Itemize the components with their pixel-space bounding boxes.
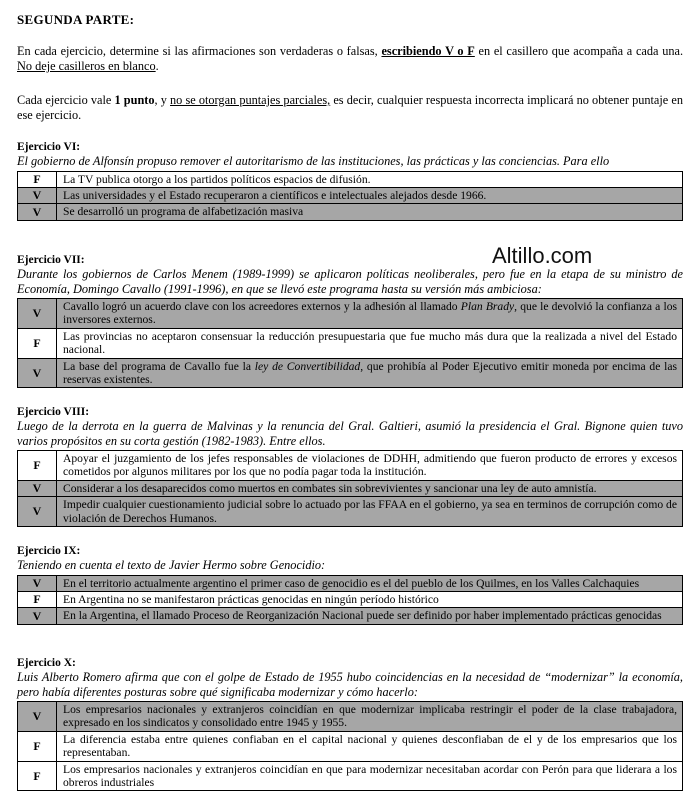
answer-box[interactable]: V <box>18 480 57 496</box>
exercise-title: Ejercicio VII: <box>17 254 85 266</box>
exercise-ix <box>17 544 683 625</box>
answer-box[interactable]: V <box>18 575 57 591</box>
answer-box[interactable]: V <box>18 358 57 388</box>
table-row <box>18 204 683 220</box>
statement-text: Los empresarios nacionales y extranjeros coincidían en que para modernizar necesitaban acordar con Perón para que liderara a los obreros industriales <box>57 761 683 791</box>
answer-box[interactable]: V <box>18 497 57 527</box>
statement-text <box>57 299 683 329</box>
section-title: SEGUNDA PARTE: <box>17 12 135 27</box>
instructions-text: , y <box>154 93 167 107</box>
instructions-text: es decir, cualquier respuesta incorrecta implicará no obtener puntaje en ese ejercicio. <box>17 93 684 122</box>
answer-box[interactable]: F <box>18 731 57 761</box>
answer-box[interactable]: F <box>18 591 57 607</box>
answer-box[interactable]: F <box>18 171 57 187</box>
statement-text: Se desarrolló un programa de alfabetización masiva <box>57 204 683 220</box>
table-row <box>18 328 683 358</box>
statement-text-part: , que prohibía al Poder Ejecutivo emitir moneda por encima de las reservas existentes. <box>63 359 677 387</box>
instructions-underline: no se otorgan puntajes parciales, <box>170 93 331 107</box>
exercise-title: Ejercicio X: <box>17 657 76 669</box>
statement-text: En la Argentina, el llamado Proceso de Reorganización Nacional puede ser definido por haber implementado prácticas genocidas <box>57 608 683 624</box>
instructions-bold: 1 punto <box>114 93 155 107</box>
instructions-paragraph-2 <box>17 93 683 123</box>
statement-text-italic: Plan Brady <box>460 300 515 313</box>
exercise-title: Ejercicio IX: <box>17 545 81 557</box>
answer-box[interactable]: V <box>18 187 57 203</box>
exercise-intro: Luego de la derrota en la guerra de Malvinas y la renuncia del Gral. Galtieri, asumió la presidencia el Gral. Bignone quien tuvo varios propósitos en su corta gestión (1982-1983). Entre ellos. <box>17 419 683 448</box>
answer-table <box>17 701 683 791</box>
table-row <box>18 575 683 591</box>
statement-text-italic: ley de Convertibilidad <box>254 359 361 373</box>
answer-table <box>17 298 683 388</box>
table-row <box>18 591 683 607</box>
statement-text: Los empresarios nacionales y extranjeros coincidían en que modernizar implicaba restringir el poder de la clase trabajadora, expresado en los sindicatos y consolidado entre 1945 y 1955. <box>57 702 683 732</box>
table-row <box>18 702 683 732</box>
answer-box[interactable]: F <box>18 451 57 481</box>
table-row <box>18 608 683 624</box>
instructions-underline: No deje casilleros en blanco <box>17 59 156 73</box>
table-row <box>18 731 683 761</box>
table-row <box>18 187 683 203</box>
answer-table <box>17 171 683 221</box>
statement-text: Las provincias no aceptaron consensuar la reducción presupuestaria que fue mucho más dura que la realizada a nivel del Estado nacional. <box>57 328 683 358</box>
statement-text: La diferencia estaba entre quienes confiaban en el capital nacional y quienes desconfiaban de el y de los empresarios que los representaban. <box>57 731 683 761</box>
table-row <box>18 171 683 187</box>
instructions-paragraph-1 <box>17 44 683 74</box>
statement-text: Considerar a los desaparecidos como muertos en combates sin sobrevivientes y sancionar una ley de auto amnistía. <box>57 480 683 496</box>
exercise-vii <box>17 253 683 388</box>
table-row <box>18 497 683 527</box>
exercise-title: Ejercicio VIII: <box>17 406 90 418</box>
watermark-text: Altillo.com <box>492 243 593 268</box>
statement-text-part: Cavallo logró un acuerdo clave con los acreedores externos y la adhesión al llamado <box>63 300 461 313</box>
instructions-bold: escribiendo V o F <box>381 44 475 58</box>
statement-text: La TV publica otorgo a los partidos políticos espacios de difusión. <box>57 171 683 187</box>
answer-box[interactable]: F <box>18 761 57 791</box>
answer-box[interactable]: V <box>18 204 57 220</box>
table-row <box>18 358 683 388</box>
answer-box[interactable]: V <box>18 299 57 329</box>
table-row <box>18 480 683 496</box>
statement-text: Impedir cualquier cuestionamiento judicial sobre lo actuado por las FFAA en el gobierno, ya sea en terminos de corrupción como de violación de Derechos Humanos. <box>57 497 683 527</box>
statement-text-part: La base del programa de Cavallo fue la <box>63 359 255 373</box>
table-row <box>18 451 683 481</box>
statement-text <box>57 358 683 388</box>
exercise-intro: Durante los gobiernos de Carlos Menem (1989-1999) se aplicaron políticas neoliberales, pero fue en la etapa de su ministro de Economía, Domingo Cavallo (1991-1996), en que se llevó este programa hasta su versión más ambiciosa: <box>17 267 683 296</box>
table-row <box>18 299 683 329</box>
statement-text: Apoyar el juzgamiento de los jefes responsables de violaciones de DDHH, admitiendo que fueron producto de errores y excesos cometidos por algunos militares por los que no podía pagar toda la institución. <box>57 451 683 481</box>
instructions-text: . <box>155 59 159 73</box>
exercise-vi <box>17 140 683 221</box>
exercise-intro: El gobierno de Alfonsín propuso remover el autoritarismo de las instituciones, las prácticas y las conciencias. Para ello <box>17 154 610 168</box>
exercise-intro: Luis Alberto Romero afirma que con el golpe de Estado de 1955 hubo coincidencias en la necesidad de “modernizar” la economía, pero había diferentes posturas sobre qué significaba modernizar y cómo hacerlo: <box>17 670 683 699</box>
statement-text-part: , que le devolvió la confianza a los inversores externos. <box>63 300 677 327</box>
exercise-viii <box>17 405 683 527</box>
exercise-intro: Teniendo en cuenta el texto de Javier Hermo sobre Genocidio: <box>17 558 326 572</box>
statement-text: En Argentina no se manifestaron prácticas genocidas en ningún período histórico <box>57 591 683 607</box>
exercise-x <box>17 656 683 791</box>
answer-box[interactable]: V <box>18 702 57 732</box>
table-row <box>18 761 683 791</box>
statement-text: Las universidades y el Estado recuperaron a científicos e intelectuales alejados desde 1966. <box>57 187 683 203</box>
instructions-text: Cada ejercicio vale <box>17 93 112 107</box>
answer-box[interactable]: V <box>18 608 57 624</box>
statement-text: En el territorio actualmente argentino el primer caso de genocidio es el del pueblo de los Quilmes, en los Valles Calchaquies <box>57 575 683 591</box>
exercise-title: Ejercicio VI: <box>17 141 81 153</box>
answer-box[interactable]: F <box>18 328 57 358</box>
answer-table <box>17 450 683 527</box>
answer-table <box>17 575 683 625</box>
instructions-text: En cada ejercicio, determine si las afirmaciones son verdaderas o falsas, <box>17 44 378 58</box>
instructions-text: en el casillero que acompaña a cada una. <box>478 44 684 58</box>
